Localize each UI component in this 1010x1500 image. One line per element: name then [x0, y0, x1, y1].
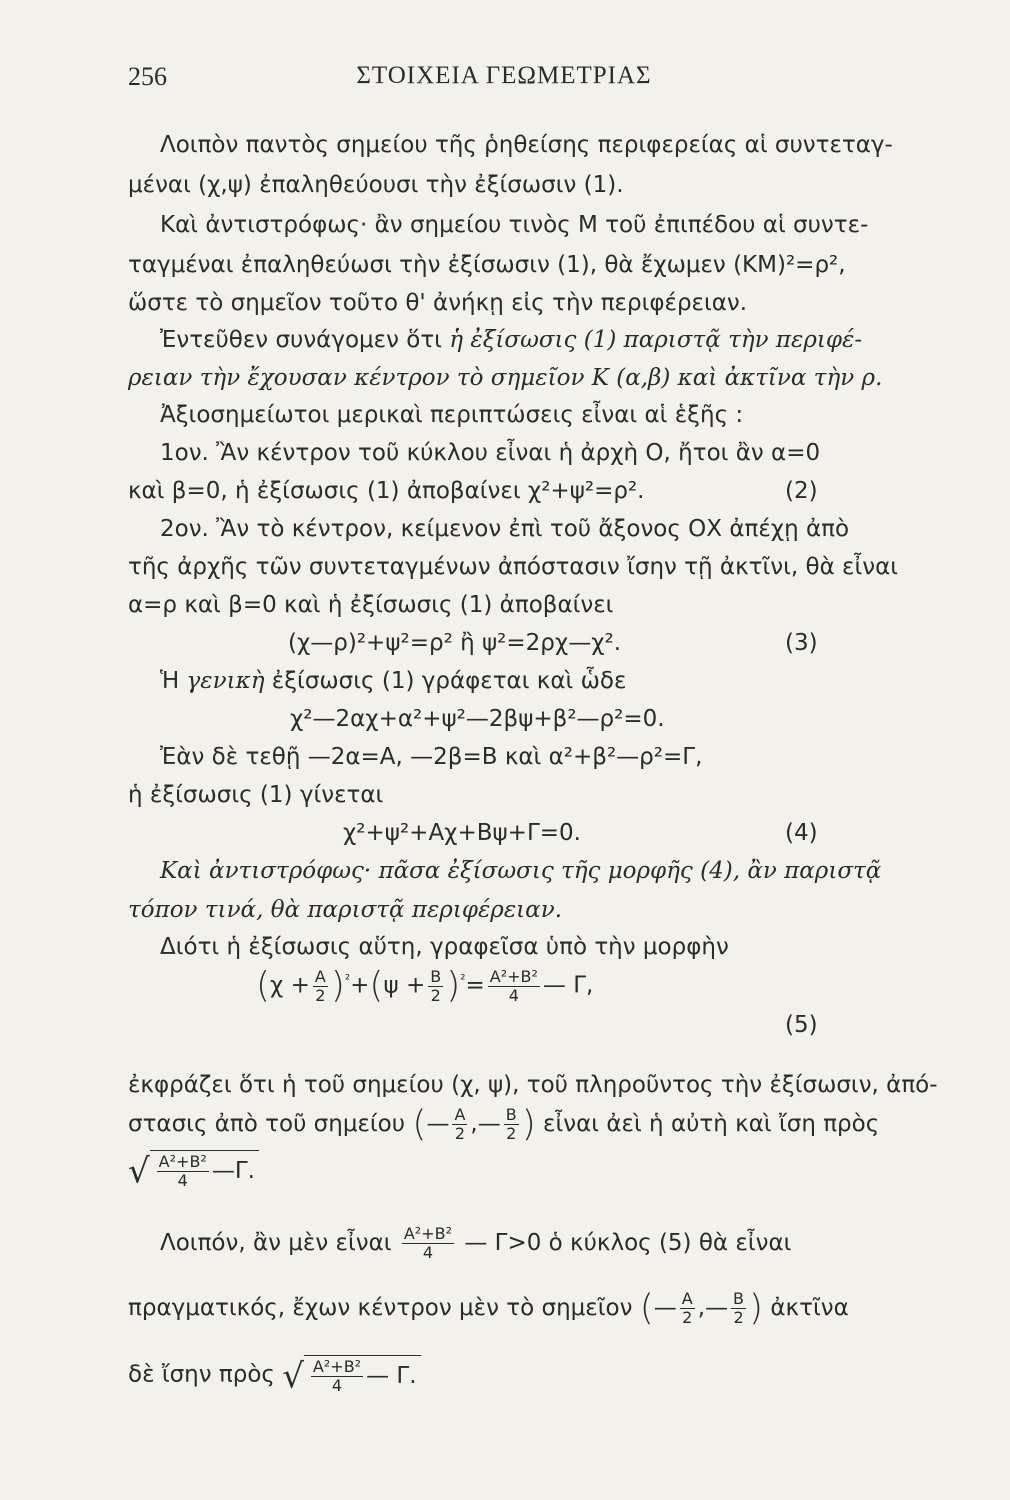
radical-icon: √ — [282, 1356, 304, 1397]
page-number: 256 — [128, 62, 167, 91]
left-paren: ( — [639, 1287, 654, 1329]
denominator: 2 — [430, 985, 441, 1005]
text-line — [128, 1150, 259, 1190]
numerator: Β — [733, 1289, 745, 1308]
left-paren: ( — [256, 965, 271, 1007]
equation-4: χ²+ψ²+Αχ+Βψ+Γ=0. — [343, 820, 581, 846]
text-span: Ἐντεῦθεν συνάγομεν ὅτι — [160, 327, 450, 353]
equation-5 — [256, 966, 593, 1005]
denominator: 4 — [331, 1376, 343, 1395]
fraction — [311, 1358, 363, 1395]
denominator: 4 — [422, 1243, 434, 1262]
text-line: ἡ ἐξίσωσις (1) γίνεται — [128, 782, 384, 808]
numerator: Α — [454, 1105, 466, 1124]
math-term: — Γ. — [366, 1363, 417, 1389]
text-line: 1ον. Ἂν κέντρον τοῦ κύκλου εἶναι ἡ ἀρχὴ Ο, ἤτοι ἂν α=0 — [160, 440, 821, 466]
text-line: ἐκφράζει ὅτι ἡ τοῦ σημείου (χ, ψ), τοῦ πληροῦντος τὴν ἐξίσωσιν, ἀπό- — [128, 1072, 938, 1098]
numerator: Α — [681, 1289, 693, 1308]
plus-sign: + — [350, 972, 370, 999]
text-span: εἶναι ἀεὶ ἡ αὐτὴ καὶ ἴση πρὸς — [543, 1111, 880, 1137]
text-line — [160, 666, 626, 696]
text-line: Καὶ ἀντιστρόφως· ἂν σημείου τινὸς Μ τοῦ ἐπιπέδου αἱ συντε- — [160, 212, 869, 238]
text-span: στασις ἀπὸ τοῦ σημείου — [128, 1111, 406, 1137]
text-span: Λοιπόν, ἂν μὲν εἶναι — [160, 1230, 392, 1256]
equation-number: (2) — [785, 478, 818, 504]
fraction — [731, 1290, 746, 1327]
fraction — [452, 1106, 467, 1143]
equation-number: (3) — [785, 630, 818, 656]
text-line: Καὶ ἀντιστρόφως· πᾶσα ἐξίσωσις τῆς μορφῆς (4), ἂν παριστᾷ — [160, 858, 882, 884]
minus-sign: — — [653, 1295, 677, 1321]
square-root — [282, 1355, 420, 1395]
fraction — [504, 1106, 519, 1143]
square-root — [128, 1150, 259, 1190]
running-header — [128, 62, 880, 102]
numerator: Α²+Β² — [158, 1152, 207, 1171]
text-line — [160, 325, 862, 355]
fraction — [488, 968, 540, 1005]
math-term: ψ + — [383, 972, 426, 999]
right-paren: ) — [446, 965, 461, 1007]
denominator: 2 — [682, 1308, 693, 1327]
text-span: Ἡ — [160, 668, 187, 694]
text-line: Ἀξιοσημείωτοι μερικαὶ περιπτώσεις εἶναι αἱ ἑξῆς : — [160, 402, 744, 428]
minus-sign: — — [477, 1111, 501, 1137]
text-line: ταγμέναι ἐπαληθεύωσι τὴν ἐξίσωσιν (1), θὰ ἔχωμεν (ΚΜ)²=ρ², — [128, 252, 846, 278]
equation-number: (5) — [785, 1012, 818, 1038]
denominator: 4 — [177, 1171, 188, 1190]
text-span: ἀκτῖνα — [770, 1295, 849, 1321]
numerator: Α²+Β² — [312, 1357, 362, 1376]
minus-sign: — — [705, 1295, 729, 1321]
numerator: Α²+Β² — [403, 1224, 452, 1243]
denominator: 2 — [733, 1308, 744, 1327]
fraction — [428, 968, 443, 1005]
text-line — [128, 1355, 421, 1395]
math-term: —Γ. — [211, 1158, 255, 1184]
text-span: ἐξίσωσις (1) γράφεται καὶ ὧδε — [264, 668, 627, 694]
text-line: τῆς ἀρχῆς τῶν συντεταγμένων ἀπόστασιν ἴσην τῇ ἀκτῖνι, θὰ εἶναι — [128, 554, 899, 580]
minus-sign: — — [426, 1111, 450, 1137]
running-title: ΣΤΟΙΧΕΙΑ ΓΕΩΜΕΤΡΙΑΣ — [356, 62, 652, 89]
denominator: 4 — [508, 985, 519, 1005]
numerator: Α — [314, 966, 326, 986]
denominator: 2 — [454, 1124, 465, 1143]
text-line: ὥστε τὸ σημεῖον τοῦτο θ' ἀνήκῃ εἰς τὴν περιφέρειαν. — [128, 290, 748, 316]
right-paren: ) — [521, 1103, 536, 1145]
math-term: χ + — [270, 972, 310, 999]
text-line: μέναι (χ,ψ) ἐπαληθεύουσι τὴν ἐξίσωσιν (1). — [128, 172, 624, 198]
equals-sign: = — [465, 972, 485, 999]
radicand — [150, 1150, 259, 1190]
text-span: πραγματικός, ἔχων κέντρον μὲν τὸ σημεῖον — [128, 1295, 633, 1321]
general-equation: χ²—2αχ+α²+ψ²—2βψ+β²—ρ²=0. — [290, 706, 665, 732]
italic-span: γενικὴ — [186, 668, 265, 694]
comma: , — [697, 1295, 706, 1321]
text-line: ρειαν τὴν ἔχουσαν κέντρον τὸ σημεῖον Κ (α,β) καὶ ἀκτῖνα τὴν ρ. — [128, 365, 883, 391]
fraction — [680, 1290, 695, 1327]
numerator: Α²+Β² — [489, 966, 538, 986]
numerator: Β — [505, 1105, 517, 1124]
equation-number: (4) — [785, 820, 818, 846]
math-term: — Γ, — [542, 972, 594, 999]
text-line: 2ον. Ἂν τὸ κέντρον, κείμενον ἐπὶ τοῦ ἄξονος ΟΧ ἀπέχῃ ἀπὸ — [160, 516, 850, 542]
fraction — [313, 968, 328, 1005]
text-line: Διότι ἡ ἐξίσωσις αὕτη, γραφεῖσα ὑπὸ τὴν μορφὴν — [160, 934, 729, 960]
text-span: — Γ>0 ὁ κύκλος (5) θὰ εἶναι — [464, 1230, 792, 1256]
comma: , — [470, 1111, 478, 1137]
text-line: τόπον τινά, θὰ παριστᾷ περιφέρειαν. — [128, 897, 563, 923]
left-paren: ( — [369, 965, 384, 1007]
fraction — [402, 1225, 454, 1262]
fraction — [157, 1153, 209, 1190]
exponent: ² — [460, 973, 466, 988]
italic-span: ἡ ἐξίσωσις (1) παριστᾷ τὴν περιφέ- — [449, 327, 863, 353]
right-paren: ) — [749, 1287, 764, 1329]
left-paren: ( — [412, 1103, 427, 1145]
text-line: καὶ β=0, ἡ ἐξίσωσις (1) ἀποβαίνει χ²+ψ²=ρ². — [128, 478, 645, 504]
equation-3: (χ—ρ)²+ψ²=ρ² ἢ ψ²=2ρχ—χ². — [288, 630, 622, 656]
text-span: δὲ ἴσην πρὸς — [128, 1361, 275, 1388]
radicand — [304, 1355, 421, 1395]
text-line: Ἐὰν δὲ τεθῇ —2α=Α, —2β=Β καὶ α²+β²—ρ²=Γ, — [160, 744, 703, 770]
text-line — [160, 1225, 791, 1262]
text-line — [128, 1287, 849, 1329]
denominator: 2 — [315, 985, 326, 1005]
exponent: ² — [344, 973, 351, 988]
text-line — [128, 1103, 880, 1145]
denominator: 2 — [506, 1124, 517, 1143]
right-paren: ) — [330, 965, 345, 1007]
text-line: Λοιπὸν παντὸς σημείου τῆς ῥηθείσης περιφερείας αἱ συντεταγ- — [160, 132, 893, 158]
text-line: α=ρ καὶ β=0 καὶ ἡ ἐξίσωσις (1) ἀποβαίνει — [128, 592, 614, 618]
radical-icon: √ — [128, 1151, 150, 1192]
numerator: Β — [430, 966, 442, 986]
